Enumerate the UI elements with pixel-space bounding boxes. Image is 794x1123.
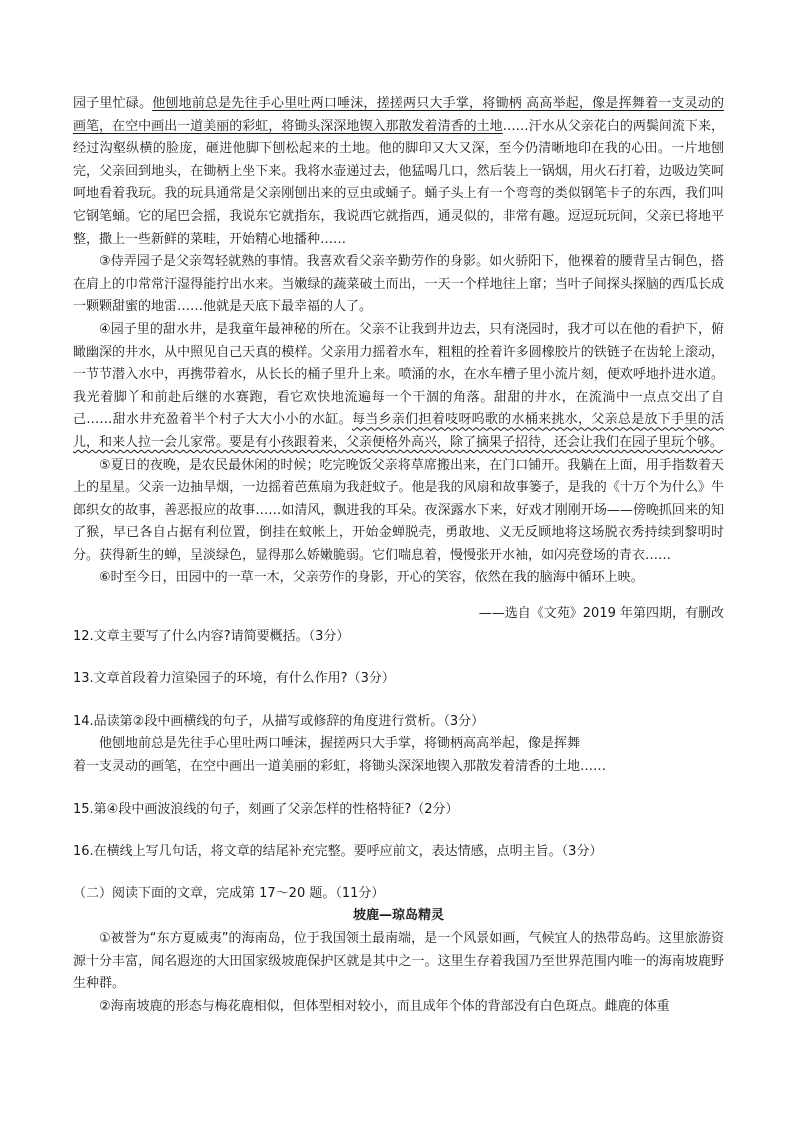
paragraph-2 [73, 93, 724, 251]
underlined-sentence: 他刨地前总是先往手心里吐两口唾沫，搓搓两只大手掌，将锄柄 高高举起，像是挥舞着一支灵动的画笔，在空中画出一道美丽的彩虹，将锄头深深地锲入那散发着清香的土地 [73, 96, 724, 134]
wavy-underlined-sentence: 每当乡亲们担着吱呀呜歌的水桶来挑水，父亲总是放下手里的活儿，和来人拉一会儿家常。要是有小孩跟着来，父亲便格外高兴，除了摘果子招待，还会让我们在园子里玩个够。 [73, 412, 724, 450]
paragraph-4-text: ④园子里的甜水井，是我童年最神秘的所在。父亲不让我到井边去，只有浇园时，我才可以在他的看护下，俯瞰幽深的井水，从中照见自己天真的模样。父亲用力摇着水车，粗粗的拴着许多圆橡胶片的铁链子在齿轮上滚动，一节节潜入水中，再携带着水，从长长的桶子里升上来。喷涌的水，在水车槽子里小流片刻，便欢呼地扑进水道。我光着脚丫和前赴后继的水赛跑，看它欢快地流遍每一个干涸的角落。甜甜的井水，在流淌中一点点交出了自己……甜水井充盈着半个村子大大小小的水缸。 [73, 321, 724, 428]
source-citation: ——选自《文苑》2019 年第四期，有删改 [478, 606, 724, 622]
paragraph-2-rest: ……汗水从父亲花白的两鬓间流下来，经过沟壑纵横的脸庞，砸进他脚下刨松起来的土地。他的脚印又大又深，至今仍清晰地印在我的心田。一片地刨完，父亲回到地头，在锄柄上坐下来。我将水壶递过去，他猛喝几口，然后装上一锅烟，用火石打着，边吸边笑呵呵地看着我玩。我的玩具通常是父亲刚刨出来的豆虫或蛹子。蛹子头上有一个弯弯的类似钢笔卡子的东西，我们叫它钢笔蛹。它的尾巴会摇，我说东它就指东，我说西它就指西，通灵似的，非常有趣。逗逗玩玩间，父亲已将地平整，撒上一些新鲜的菜畦，开始精心地播种…… [73, 118, 724, 247]
question-14-quote-line-2: 着一支灵动的画笔，在空中画出一道美丽的彩虹，将锄头深深地锲入那散发着清香的土地…… [73, 759, 607, 775]
article-title: 坡鹿—琼岛精灵 [352, 908, 444, 924]
paragraph-2-lead: 园子里忙碌。 [73, 96, 153, 111]
paragraph-3: ③侍弄园子是父亲驾轻就熟的事情。我喜欢看父亲辛勤劳作的身影。如火骄阳下，他裸着的腰背呈古铜色，搭在肩上的巾常常汗湿得能拧出水来。当嫩绿的蔬菜破土而出，一天一个样地往上窜；当叶子间探头探脑的西瓜长成一颗颗甜蜜的地雷……他就是天底下最幸福的人了。 [73, 254, 724, 315]
section-2-paragraph-2: ②海南坡鹿的形态与梅花鹿相似，但体型相对较小，而且成年个体的背部没有白色斑点。雌鹿的体重 [99, 998, 670, 1014]
question-15: 15.第④段中画波浪线的句子，刻画了父亲怎样的性格特征?（2分） [73, 801, 459, 817]
question-13: 13.文章首段着力渲染园子的环境，有什么作用?（3分） [73, 671, 395, 687]
paragraph-5: ⑤夏日的夜晚，是农民最休闲的时候；吃完晚饭父亲将草席搬出来，在门口铺开。我躺在上面，用手指数着天上的星星。父亲一边抽旱烟，一边摇着芭蕉扇为我赶蚊子。他是我的风扇和故事篓子，是我的《十万个为什么》牛郎织女的故事，善恶报应的故事……如清风，飘进我的耳朵。夜深露水下来，好戏才刚刚开场——傍晚抓回来的知了猴，早已各自占据有利位置，倒挂在蚊帐上，开始金蝉脱壳，勇敢地、义无反顾地将这场脱衣秀持续到黎明时分。获得新生的蝉，呈淡绿色，显得那么娇嫩脆弱。它们喘息着，慢慢张开水袖，如闪亮登场的青衣…… [73, 457, 724, 563]
paragraph-6: ⑥时至今日，田园中的一草一木，父亲劳作的身影，开心的笑容，依然在我的脑海中循环上映。 [99, 570, 644, 586]
question-12: 12.文章主要写了什么内容?请简要概括。（3分） [73, 628, 350, 644]
section-2-paragraph-1: ①被誉为“东方夏威夷”的海南岛，位于我国领土最南端，是一个风景如画，气候宜人的热带岛屿。这里旅游资源十分丰富，闻名遐迩的大田国家级坡鹿保护区就是其中之一。这里生存着我国乃至世界范围内唯一的海南坡鹿野生种群。 [73, 931, 724, 992]
question-14-quote-line-1: 他刨地前总是先往手心里吐两口唾沫，握搓两只大手掌，将锄柄高高举起，像是挥舞 [99, 736, 581, 752]
section-2-heading: （二）阅读下面的文章，完成第 17～20 题。（11分） [73, 885, 385, 901]
paragraph-4 [73, 319, 724, 455]
question-16: 16.在横线上写几句话，将文章的结尾补充完整。要呼应前文，表达情感，点明主旨。（3分） [73, 844, 603, 860]
question-14: 14.品读第②段中画横线的句子，从描写或修辞的角度进行赏析。（3分） [73, 713, 485, 729]
